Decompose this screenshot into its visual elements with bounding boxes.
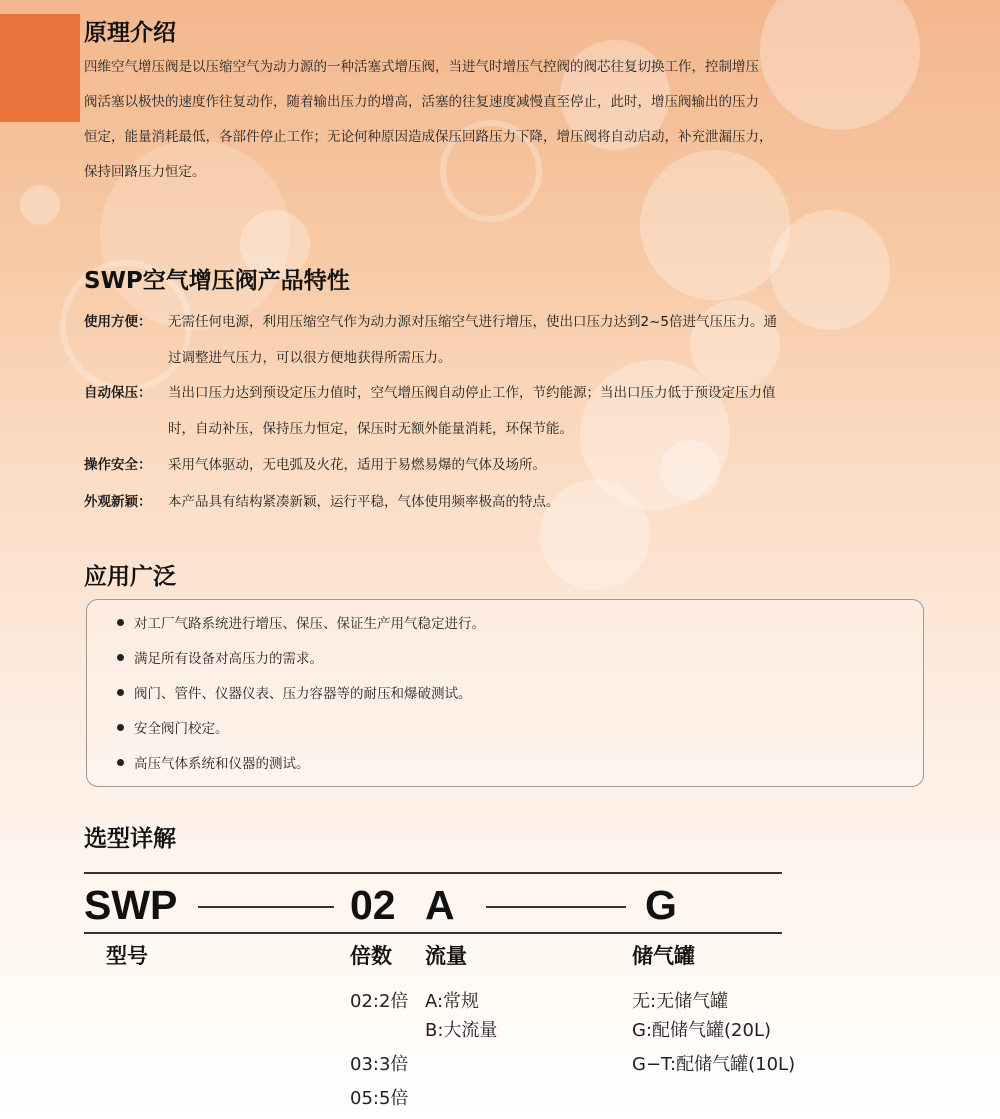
feature-item — [84, 375, 924, 447]
decorative-bubble — [20, 185, 60, 225]
principle-title: 原理介绍 — [84, 20, 176, 46]
applications-title: 应用广泛 — [84, 564, 176, 590]
feature-item — [84, 447, 924, 483]
code-ratio: 02 — [350, 882, 396, 928]
feature-item — [84, 304, 924, 376]
ratio-option: 05:5倍 — [350, 1088, 409, 1109]
accent-block — [0, 14, 80, 122]
principle-line: 阀活塞以极快的速度作往复动作，随着输出压力的增高，活塞的往复速度减慢直至停止，此时，增压阀输出的压力 — [84, 94, 759, 110]
bullet-dot — [117, 654, 124, 661]
application-item — [117, 752, 310, 772]
header-flow: 流量 — [425, 944, 467, 968]
tank-option: G:配储气罐(20L) — [632, 1020, 771, 1041]
application-text: 安全阀门校定。 — [134, 721, 229, 737]
feature-label: 操作安全： — [84, 457, 152, 473]
code-dash — [486, 906, 626, 908]
ratio-option: 02:2倍 — [350, 991, 409, 1012]
principle-line: 四维空气增压阀是以压缩空气为动力源的一种活塞式增压阀，当进气时增压气控阀的阀芯往复切换工作，控制增压 — [84, 59, 759, 75]
application-item — [117, 717, 229, 737]
feature-line: 无需任何电源，利用压缩空气作为动力源对压缩空气进行增压，使出口压力达到2~5倍进气压压力。通 — [168, 314, 777, 330]
bullet-dot — [117, 759, 124, 766]
features-title: SWP空气增压阀产品特性 — [84, 268, 350, 294]
header-tank: 储气罐 — [632, 944, 695, 968]
principle-line: 恒定，能量消耗最低，各部件停止工作；无论何种原因造成保压回路压力下降，增压阀将自动启动，补充泄漏压力， — [84, 129, 773, 145]
feature-line: 采用气体驱动，无电弧及火花，适用于易燃易爆的气体及场所。 — [168, 457, 546, 473]
feature-line: 过调整进气压力，可以很方便地获得所需压力。 — [168, 350, 452, 366]
code-tank: G — [645, 882, 677, 928]
bullet-dot — [117, 724, 124, 731]
tank-option: G−T:配储气罐(10L) — [632, 1054, 796, 1075]
code-flow: A — [425, 882, 455, 928]
bullet-dot — [117, 619, 124, 626]
feature-line: 时，自动补压，保持压力恒定，保压时无额外能量消耗，环保节能。 — [168, 421, 573, 437]
application-text: 满足所有设备对高压力的需求。 — [134, 651, 323, 667]
application-text: 阀门、管件、仪器仪表、压力容器等的耐压和爆破测试。 — [134, 686, 472, 702]
feature-item — [84, 484, 924, 520]
code-dash — [198, 906, 334, 908]
selection-title: 选型详解 — [84, 826, 176, 852]
principle-paragraph — [84, 50, 920, 190]
principle-line: 保持回路压力恒定。 — [84, 164, 206, 180]
application-text: 对工厂气路系统进行增压、保压、保证生产用气稳定进行。 — [134, 616, 485, 632]
feature-line: 当出口压力达到预设定压力值时，空气增压阀自动停止工作，节约能源；当出口压力低于预设定压力值 — [168, 385, 776, 401]
bullet-dot — [117, 689, 124, 696]
ratio-option: 03:3倍 — [350, 1054, 409, 1075]
feature-label: 使用方便： — [84, 314, 152, 330]
flow-option: A:常规 — [425, 991, 480, 1012]
code-model: SWP — [84, 882, 178, 928]
header-model: 型号 — [106, 944, 148, 968]
divider-line — [84, 872, 782, 874]
application-text: 高压气体系统和仪器的测试。 — [134, 756, 310, 772]
application-item — [117, 612, 485, 632]
applications-box — [86, 599, 924, 787]
application-item — [117, 647, 323, 667]
application-item — [117, 682, 472, 702]
header-ratio: 倍数 — [350, 944, 392, 968]
divider-line — [84, 932, 782, 934]
feature-label: 外观新颖： — [84, 494, 152, 510]
feature-label: 自动保压： — [84, 385, 152, 401]
tank-option: 无:无储气罐 — [632, 991, 729, 1012]
flow-option: B:大流量 — [425, 1020, 498, 1041]
feature-line: 本产品具有结构紧凑新颖，运行平稳，气体使用频率极高的特点。 — [168, 494, 560, 510]
